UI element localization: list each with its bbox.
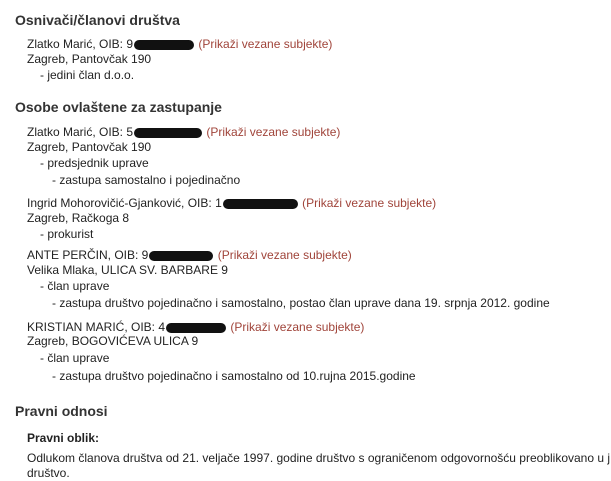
representative-address: Zagreb, Pantovčak 190: [27, 140, 152, 154]
representative-name-line: [27, 320, 364, 334]
show-related-link[interactable]: (Prikaži vezane subjekte): [198, 37, 333, 51]
show-related-link[interactable]: (Prikaži vezane subjekte): [302, 196, 437, 210]
representative-address: Zagreb, Račkoga 8: [27, 211, 130, 225]
representative-detail: - zastupa društvo pojedinačno i samostalno, postao član uprave dana 19. srpnja 2012. godine: [52, 296, 550, 310]
representative-detail: - zastupa samostalno i pojedinačno: [52, 173, 241, 187]
legal-heading: Pravni odnosi: [15, 403, 108, 419]
representative-name-line: [27, 125, 340, 139]
representative-role: - predsjednik uprave: [40, 156, 149, 170]
representative-name: Ingrid Mohorovičić-Gjanković, OIB: 1: [27, 196, 222, 210]
founder-role: - jedini član d.o.o.: [40, 68, 135, 82]
representative-name-line: [27, 196, 436, 210]
show-related-link[interactable]: (Prikaži vezane subjekte): [230, 320, 365, 334]
representative-detail: - zastupa društvo pojedinačno i samostalno od 10.rujna 2015.godine: [52, 369, 416, 383]
representative-role: - član uprave: [40, 279, 110, 293]
representative-role: - član uprave: [40, 351, 110, 365]
redacted-oib: [134, 40, 194, 50]
redacted-oib: [166, 323, 226, 333]
representative-address: Zagreb, BOGOVIĆEVA ULICA 9: [27, 334, 199, 348]
representative-name: ANTE PERČIN, OIB: 9: [27, 248, 149, 262]
founder-name: Zlatko Marić, OIB: 9: [27, 37, 134, 51]
redacted-oib: [149, 251, 213, 261]
representative-address: Velika Mlaka, ULICA SV. BARBARE 9: [27, 263, 228, 277]
legal-form-text: Odlukom članova društva od 21. veljače 1997. godine društvo s ograničenom odgovornošću preoblikovano u j društvo.: [27, 451, 611, 480]
representative-name-line: [27, 248, 352, 262]
show-related-link[interactable]: (Prikaži vezane subjekte): [206, 125, 341, 139]
representative-role: - prokurist: [40, 227, 94, 241]
founders-heading: Osnivači/članovi društva: [15, 12, 180, 28]
legal-form-label: Pravni oblik:: [27, 431, 100, 445]
representatives-heading: Osobe ovlaštene za zastupanje: [15, 99, 222, 115]
founder-address: Zagreb, Pantovčak 190: [27, 52, 152, 66]
redacted-oib: [223, 199, 298, 209]
founder-name-line: [27, 37, 332, 51]
representative-name: KRISTIAN MARIĆ, OIB: 4: [27, 320, 166, 334]
representative-name: Zlatko Marić, OIB: 5: [27, 125, 134, 139]
redacted-oib: [134, 128, 202, 138]
show-related-link[interactable]: (Prikaži vezane subjekte): [217, 248, 352, 262]
